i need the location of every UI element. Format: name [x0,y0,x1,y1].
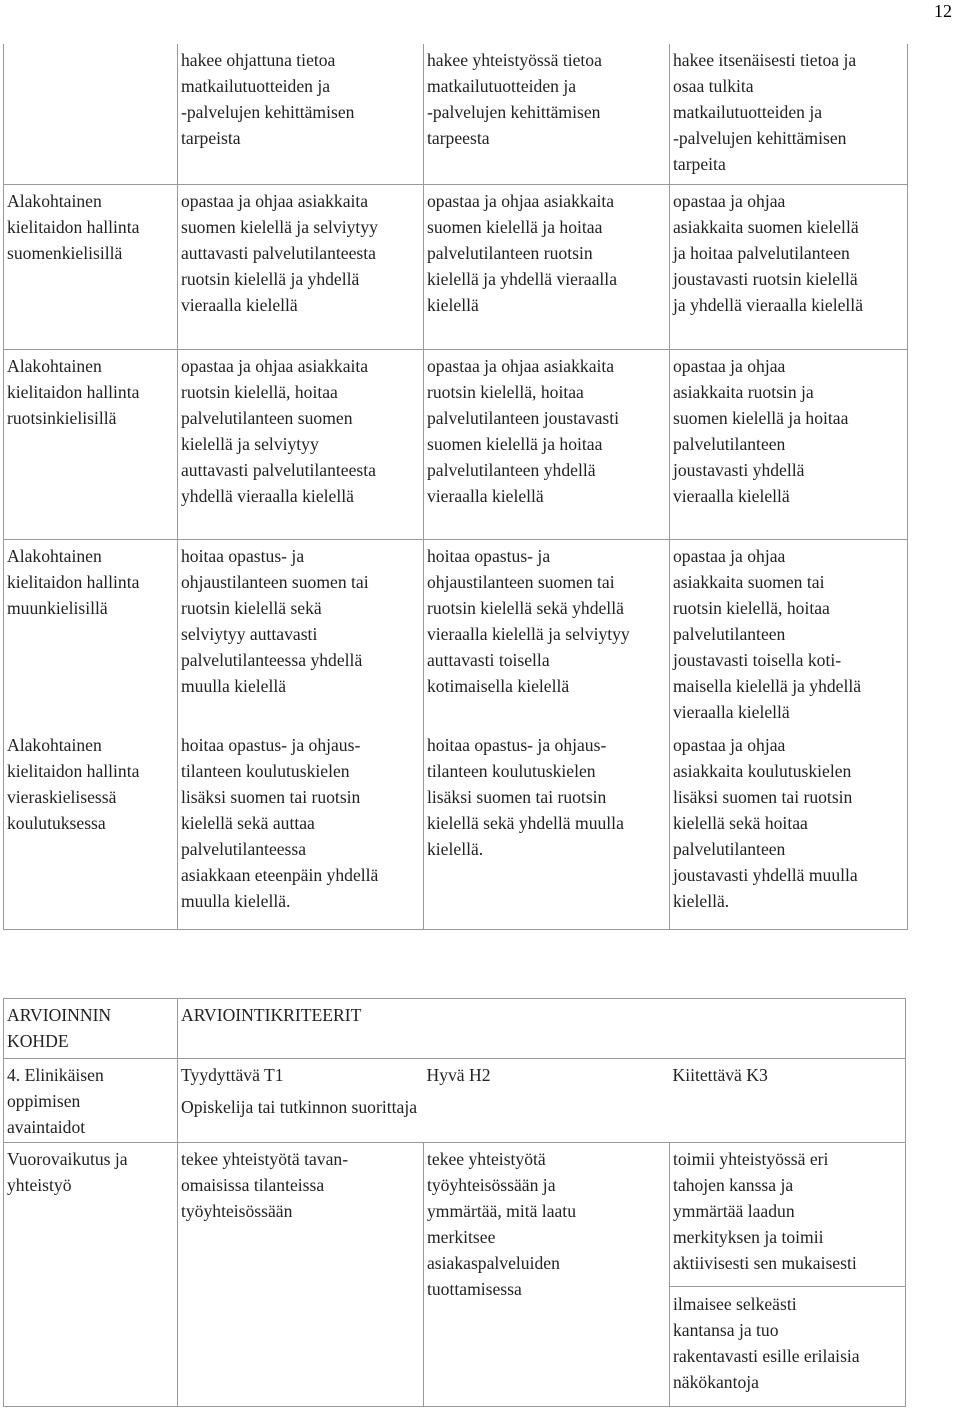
table-row [4,729,908,929]
cell-h2: opastaa ja ohjaa asiakkaita suomen kielellä ja hoitaa palvelutilanteen ruotsin kielellä ja yhdellä vieraalla kielellä [424,184,670,349]
cell-k3 [670,1143,906,1407]
cell-t1: hoitaa opastus- ja ohjaus- tilanteen koulutuskielen lisäksi suomen tai ruotsin kielellä sekä auttaa palvelutilanteessa asiakkaan eteenpäin yhdellä muulla kielellä. [178,729,424,929]
cell-k3-part-2: ilmaisee selkeästi kantansa ja tuo rakentavasti esille erilaisia näkökantoja [670,1286,905,1395]
cell-k3: opastaa ja ohjaa asiakkaita suomen tai ruotsin kielellä, hoitaa palvelutilanteen joustavasti toisella koti- maisella kielellä ja yhdellä vieraalla kielellä [670,539,908,729]
grade-k3: Kiitettävä K3 [670,1059,906,1091]
cell-k3-part-1: toimii yhteistyössä eri tahojen kanssa ja ymmärtää laadun merkityksen ja toimii aktiivisesti sen mukaisesti [673,1149,857,1273]
assessment-target: 4. Elinikäisen oppimisen avaintaidot [4,1059,178,1143]
col-header-criteria: ARVIOINTIKRITEERIT [178,999,906,1059]
criteria-table-lifelong-learning [3,998,906,1407]
table-row [4,539,908,729]
row-label: Alakohtainen kielitaidon hallinta ruotsinkielisillä [4,349,178,539]
table-row [4,349,908,539]
row-label: Alakohtainen kielitaidon hallinta vieraskielisessä koulutuksessa [4,729,178,929]
subject-line: Opiskelija tai tutkinnon suorittaja [178,1091,906,1143]
table-row [4,999,906,1059]
cell-h2: hoitaa opastus- ja ohjaustilanteen suomen tai ruotsin kielellä sekä yhdellä vieraalla kielellä ja selviytyy auttavasti toisella kotimaisella kielellä [424,539,670,729]
cell-k3: opastaa ja ohjaa asiakkaita suomen kielellä ja hoitaa palvelutilanteen joustavasti ruotsin kielellä ja yhdellä vieraalla kielellä [670,184,908,349]
header-k3: hakee itsenäisesti tietoa ja osaa tulkita matkailutuotteiden ja -palvelujen kehittämisen tarpeita [670,44,908,184]
cell-t1: hoitaa opastus- ja ohjaustilanteen suomen tai ruotsin kielellä sekä selviytyy auttavasti palvelutilanteessa yhdellä muulla kielellä [178,539,424,729]
cell-h2: hoitaa opastus- ja ohjaus- tilanteen koulutuskielen lisäksi suomen tai ruotsin kielellä sekä yhdellä muulla kielellä. [424,729,670,929]
cell-k3: opastaa ja ohjaa asiakkaita koulutuskielen lisäksi suomen tai ruotsin kielellä sekä hoitaa palvelutilanteen joustavasti yhdellä muulla kielellä. [670,729,908,929]
header-h2: hakee yhteistyössä tietoa matkailutuotteiden ja -palvelujen kehittämisen tarpeesta [424,44,670,184]
table-row [4,1143,906,1407]
criteria-table-language [3,44,908,930]
grade-h2: Hyvä H2 [424,1059,670,1091]
col-header-target: ARVIOINNIN KOHDE [4,999,178,1059]
cell-h2: tekee yhteistyötä työyhteisössään ja ymmärtää, mitä laatu merkitsee asiakaspalveluiden tuottamisessa [424,1143,670,1407]
header-t1: hakee ohjattuna tietoa matkailutuotteiden ja -palvelujen kehittämisen tarpeista [178,44,424,184]
cell-h2: opastaa ja ohjaa asiakkaita ruotsin kielellä, hoitaa palvelutilanteen joustavasti suomen kielellä ja hoitaa palvelutilanteen yhdellä vieraalla kielellä [424,349,670,539]
table-row [4,1059,906,1091]
cell-t1: opastaa ja ohjaa asiakkaita suomen kielellä ja selviytyy auttavasti palvelutilanteesta ruotsin kielellä ja yhdellä vieraalla kielellä [178,184,424,349]
row-label: Vuorovaikutus ja yhteistyö [4,1143,178,1407]
table-row [4,44,908,184]
table-row [4,184,908,349]
page-number: 12 [934,1,952,21]
cell-t1: tekee yhteistyötä tavan- omaisissa tilanteissa työyhteisössään [178,1143,424,1407]
header-empty-cell [4,44,178,184]
grade-t1: Tyydyttävä T1 [178,1059,424,1091]
row-label: Alakohtainen kielitaidon hallinta muunkielisillä [4,539,178,729]
cell-k3: opastaa ja ohjaa asiakkaita ruotsin ja suomen kielellä ja hoitaa palvelutilanteen joustavasti yhdellä vieraalla kielellä [670,349,908,539]
cell-t1: opastaa ja ohjaa asiakkaita ruotsin kielellä, hoitaa palvelutilanteen suomen kielellä ja selviytyy auttavasti palvelutilanteesta yhdellä vieraalla kielellä [178,349,424,539]
row-label: Alakohtainen kielitaidon hallinta suomenkielisillä [4,184,178,349]
